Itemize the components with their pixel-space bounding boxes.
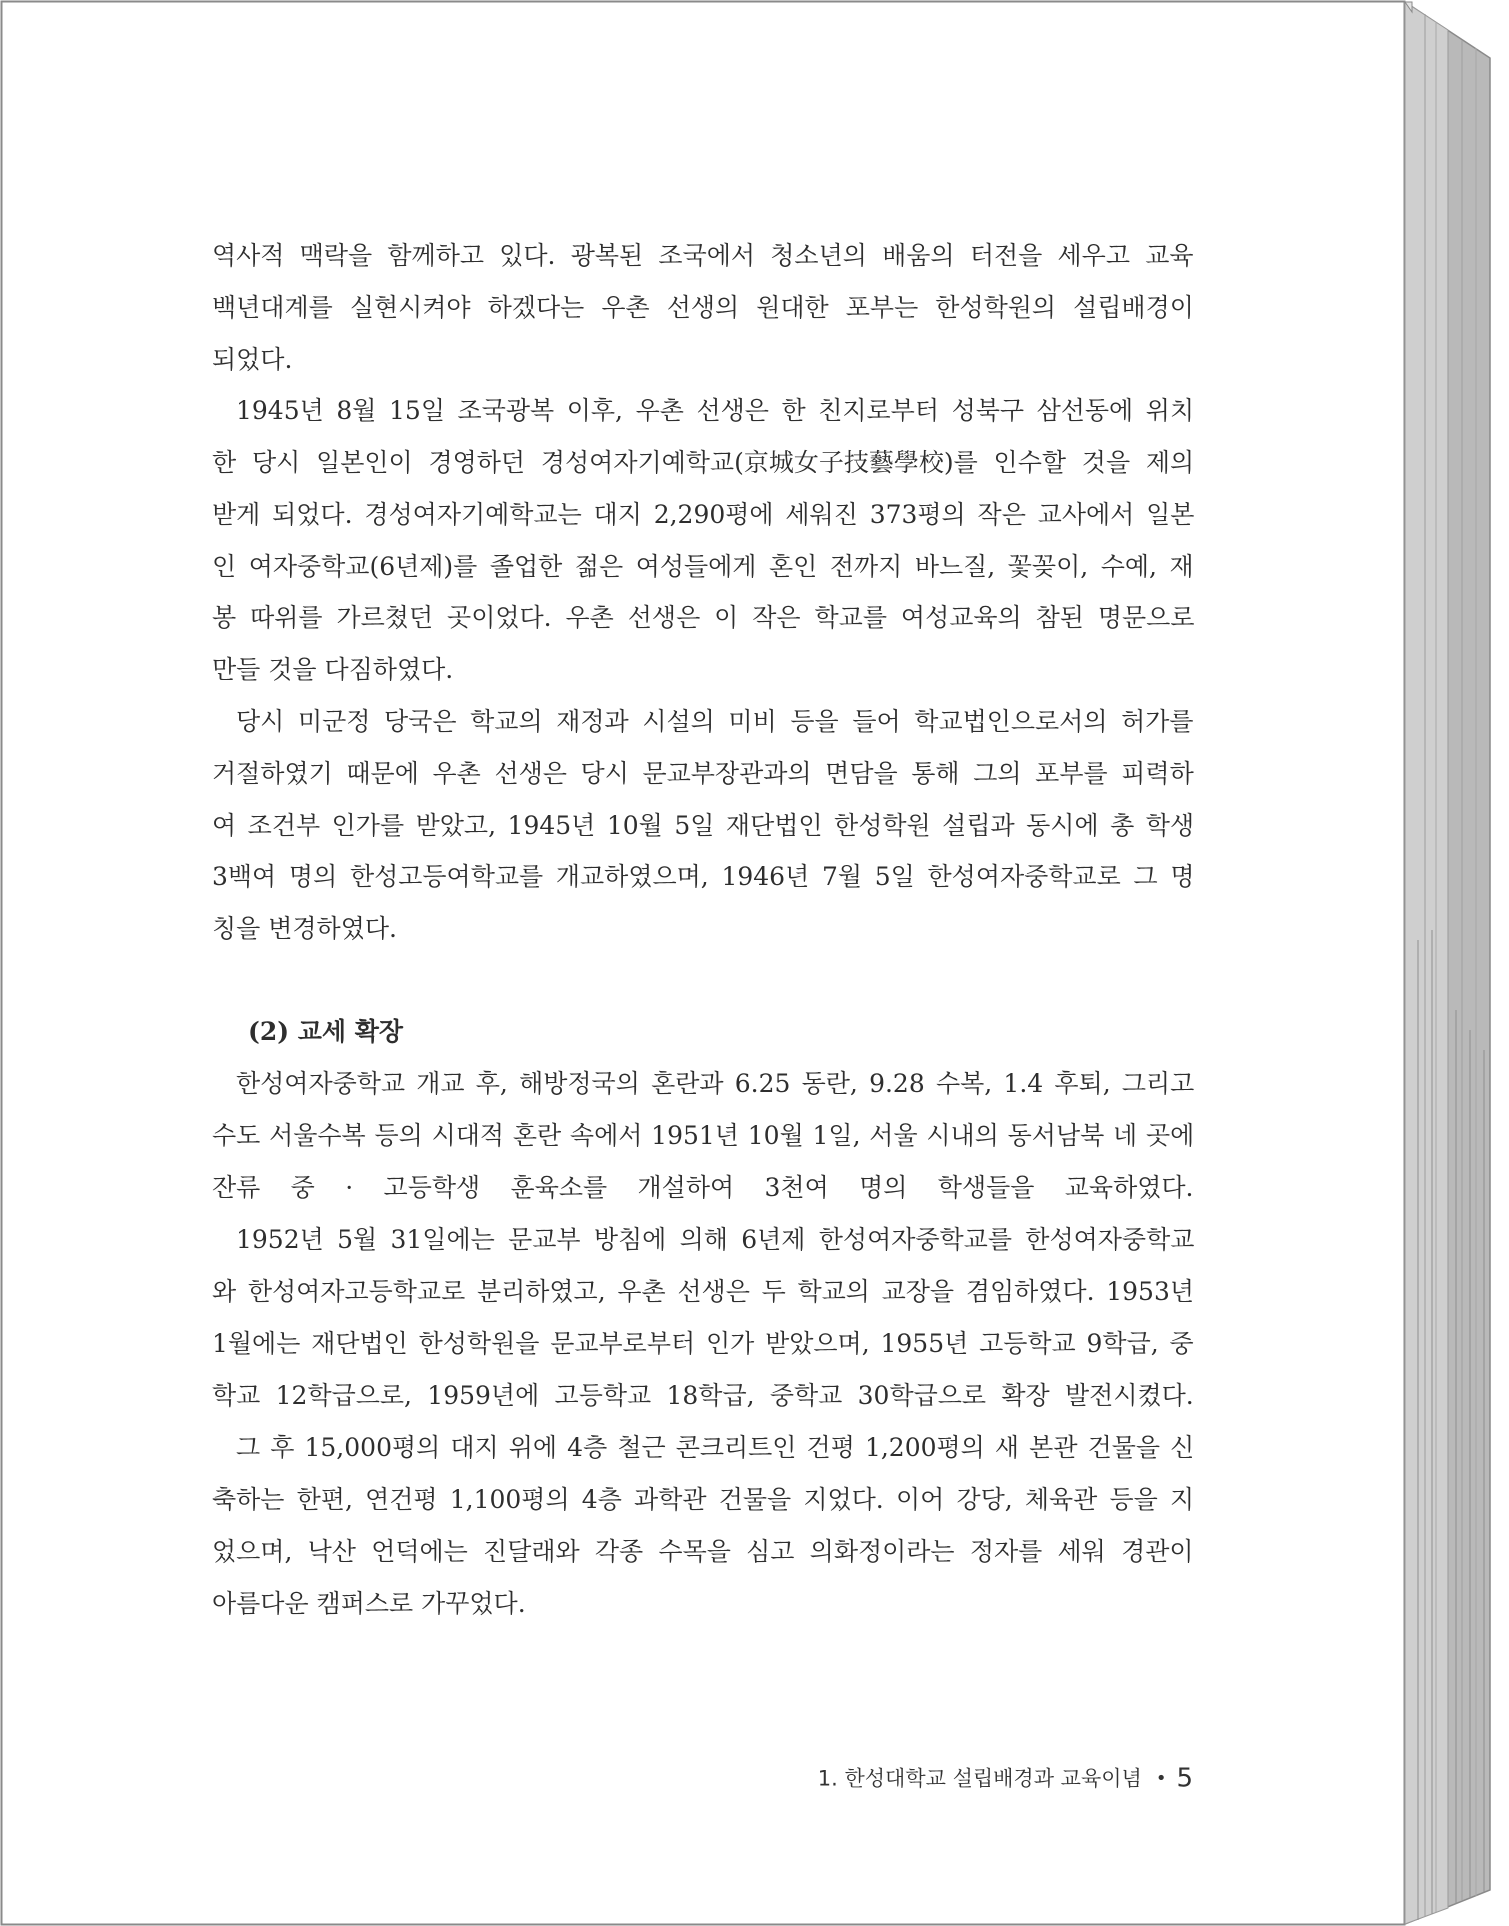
- page-footer: [818, 1758, 1193, 1798]
- text-line: 학교 12학급으로, 1959년에 고등학교 18학급, 중학교 30학급으로 확장 발전시켰다.: [212, 1381, 1194, 1410]
- text-line: 역사적 맥락을 함께하고 있다. 광복된 조국에서 청소년의 배움의 터전을 세우고 교육: [212, 241, 1194, 270]
- text-line: 칭을 변경하였다.: [212, 914, 397, 943]
- text-line: 그 후 15,000평의 대지 위에 4층 철근 콘크리트인 건평 1,200평의 새 본관 건물을 신: [236, 1433, 1195, 1462]
- text-line: 3백여 명의 한성고등여학교를 개교하였으며, 1946년 7월 5일 한성여자중학교로 그 명: [212, 862, 1195, 891]
- text-line: 1월에는 재단법인 한성학원을 문교부로부터 인가 받았으며, 1955년 고등학교 9학급, 중: [212, 1329, 1194, 1358]
- text-line: 잔류 중 · 고등학생 훈육소를 개설하여 3천여 명의 학생들을 교육하였다.: [212, 1173, 1194, 1202]
- text-line: 당시 미군정 당국은 학교의 재정과 시설의 미비 등을 들어 학교법인으로서의 허가를: [236, 707, 1194, 736]
- text-line: 받게 되었다. 경성여자기예학교는 대지 2,290평에 세워진 373평의 작은 교사에서 일본: [212, 500, 1195, 529]
- text-line: 인 여자중학교(6년제)를 졸업한 젊은 여성들에게 혼인 전까지 바느질, 꽃꽂이, 수예, 재: [212, 552, 1194, 581]
- text-line: 백년대계를 실현시켜야 하겠다는 우촌 선생의 원대한 포부는 한성학원의 설립배경이: [212, 293, 1194, 322]
- text-line: 었으며, 낙산 언덕에는 진달래와 각종 수목을 심고 의화정이라는 정자를 세워 경관이: [212, 1537, 1194, 1566]
- section-heading: (2) 교세 확장: [248, 1017, 404, 1046]
- text-line: 한성여자중학교 개교 후, 해방정국의 혼란과 6.25 동란, 9.28 수복, 1.4 후퇴, 그리고: [236, 1069, 1195, 1098]
- text-line: 와 한성여자고등학교로 분리하였고, 우촌 선생은 두 학교의 교장을 겸임하였다. 1953년: [212, 1277, 1195, 1306]
- text-line: 되었다.: [212, 345, 293, 374]
- text-line: 수도 서울수복 등의 시대적 혼란 속에서 1951년 10월 1일, 서울 시내의 동서남북 네 곳에: [212, 1121, 1195, 1150]
- text-line: 축하는 한편, 연건평 1,100평의 4층 과학관 건물을 지었다. 이어 강당, 체육관 등을 지: [212, 1485, 1195, 1514]
- book-spine-inner: [1405, 2, 1448, 1924]
- text-line: 1945년 8월 15일 조국광복 이후, 우촌 선생은 한 친지로부터 성북구 삼선동에 위치: [236, 396, 1195, 425]
- text-line: 만들 것을 다짐하였다.: [212, 655, 454, 684]
- text-line: 여 조건부 인가를 받았고, 1945년 10월 5일 재단법인 한성학원 설립과 동시에 총 학생: [212, 811, 1195, 840]
- page-number: 5: [1176, 1763, 1193, 1794]
- text-line: 거절하였기 때문에 우촌 선생은 당시 문교부장관과의 면담을 통해 그의 포부를 피력하: [212, 759, 1194, 788]
- text-line: 봉 따위를 가르쳤던 곳이었다. 우촌 선생은 이 작은 학교를 여성교육의 참된 명문으로: [212, 603, 1195, 632]
- footer-bullet: •: [1155, 1767, 1167, 1789]
- text-line: 한 당시 일본인이 경영하던 경성여자기예학교(京城女子技藝學校)를 인수할 것을 제의: [212, 448, 1195, 477]
- footer-chapter-title: 1. 한성대학교 설립배경과 교육이념: [817, 1766, 1142, 1791]
- text-line: 아름다운 캠퍼스로 가꾸었다.: [212, 1589, 526, 1618]
- text-line: 1952년 5월 31일에는 문교부 방침에 의해 6년제 한성여자중학교를 한성여자중학교: [236, 1225, 1195, 1254]
